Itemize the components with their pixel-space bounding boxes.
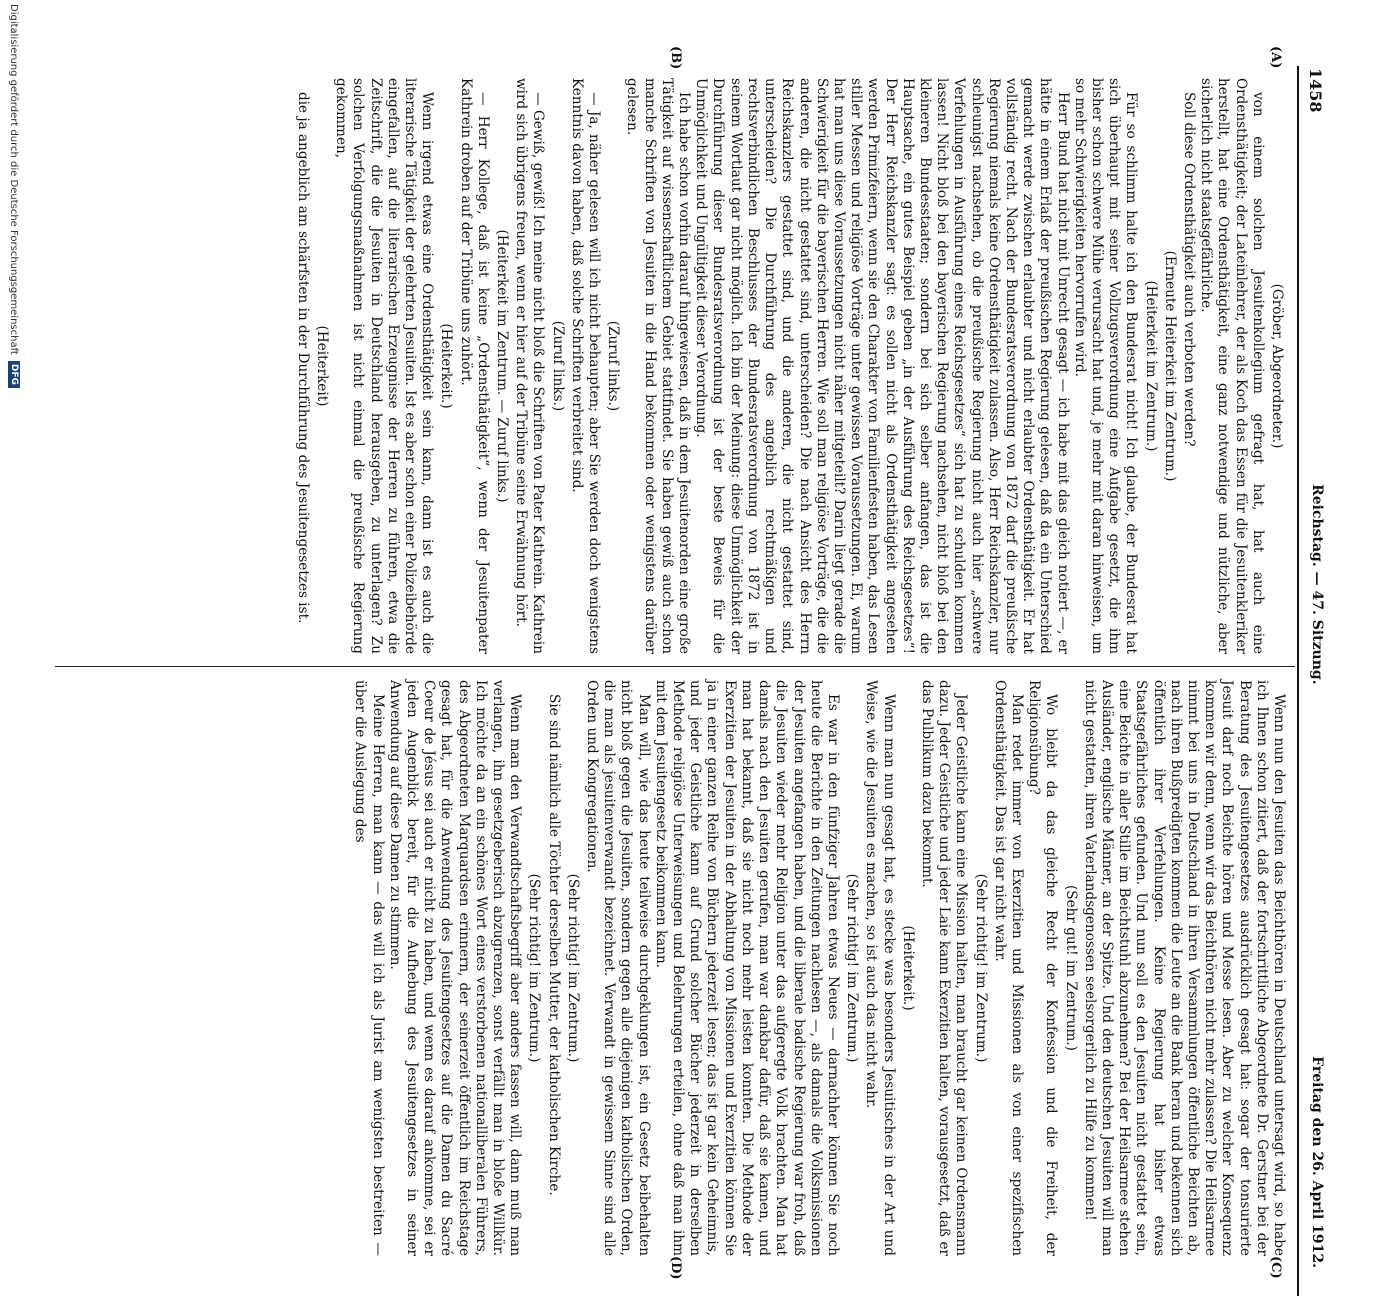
interjection: (Heiterkeit.) <box>438 323 455 409</box>
paragraph: — Herr Kollege, daß ist keine „Ordensthätigkeit“, wenn der Jesuitenpater Kathrein droben auf der Tribüne uns zuhört. <box>457 78 491 654</box>
paragraph: — Ja, näher gelesen will ich nicht behaupten; aber Sie werden doch wenigstens Kenntnis davon haben, daß solche Schriften verbreitet sind. <box>568 78 603 654</box>
paragraph: Man will, wie das heute teilweise durchgeklungen ist, ein Gesetz beibehalten nicht bloß gegen die Jesuiten, sondern gegen alle diejenigen katholischen Orden, die man als jesuitenverwandt bezeichnet. Verwandt in gewissem Sinne sind alle Orden und Kongregationen. <box>584 680 652 1256</box>
paragraph: Soll diese Ordensthätigkeit auch verboten werden? <box>1180 92 1197 447</box>
interjection: (Sehr richtig! im Zentrum.) <box>844 873 861 1063</box>
paragraph: Sie sind nämlich alle Töchter derselben Mutter, der katholischen Kirche. <box>545 694 562 1196</box>
paragraph: Man redet immer von Exerzitien und Missionen als von einer spezifischen Ordensthätigkeit. Das ist gar nicht wahr. <box>991 680 1025 1256</box>
paragraph: Jeder Geistliche kann eine Mission halten, man braucht gar keinen Ordensmann dazu. Jeder Geistliche und jeder Laie kann Exerzitien halten, vorausgesetzt, daß er das Pulblikum dazu bekommt. <box>918 680 970 1256</box>
page-date: Freitag den 26. April 1912. <box>1309 1056 1325 1268</box>
paragraph: Wenn man nun gesagt hat, es stecke was besonders Jesuitisches in der Art und Weise, wie die Jesuiten es machen, so ist auch das nicht wahr. <box>863 680 897 1256</box>
interjection: (Gröber, Abgeordneter.) <box>1269 283 1285 449</box>
paragraph: Ich habe schon vorhin darauf hingewiesen, daß in dem Jesuitenorden eine große Tätigkeit auf wissenschaftlichem Gebiet stattfindet. Sie haben gewiß auch schon manche Schriften von Jesuiten in die Hand bekommen oder wenigstens darüber gelesen. <box>624 78 693 654</box>
page-number: 1458 <box>1306 68 1325 113</box>
dfg-logo: DFG <box>8 361 20 388</box>
interjection: (Sehr richtig! im Zentrum.) <box>972 873 989 1063</box>
paragraph: Wenn man den Verwandtschaftsbegriff aber anders fassen will, dann muß man verlangen, ihn gesetzgeberisch abzugrenzen, sonst verfällt man in bloße Willkür. Ich möchte da an ein schönes Wort eines verstorbenen nationalliberalen Führers, des Abgeordneten Marquardsen erinnern, der seinerzeit öffentlich im Reichstage gesagt hat, für die Anwendung des Jesuitengesetzes auf die Damen du Sacré Coeur de Jésus sei auch er nicht zu haben, und wenn es darauf ankomme, sei er jeden Augenblick bereit, für die Aufhebung des Jesuitengesetzes in seiner Anwendung auf diese Damen zu stimmen. <box>386 680 524 1256</box>
left-column <box>294 78 1287 654</box>
paragraph: Wenn irgend etwas eine Ordensthätigkeit sein kann, dann ist es auch die literarische Tätigkeit der gelehrten Jesuiten. Ist es aber schon einer Polizeibehörde eingefallen, auf die literarischen Erzeugnisse der Herren zu führen, etwa die Zeitschrift, die die Jesuiten in Deutschland herausgeben, zu unterlagen? Zu solchen Verfolgungsmaßnahmen ist nicht einmal die preußische Regierung gekommen, <box>333 78 436 654</box>
page-title: Reichstag. — 47. Sitzung. <box>1309 484 1325 685</box>
header-rule <box>1297 66 1299 1296</box>
paragraph: Es war in den fünfziger Jahren etwas Neues — darnachher können Sie noch heute die Berichte in den Zeitungen nachlesen —, als damals die Volksmissionen der Jesuiten angefangen haben, und die liberale badische Regierung war froh, daß die Jesuiten wieder mehr Religion unter das aufgeregte Volk brachten. Man hat damals nach den Jesuiten gerufen, man war dankbar dafür, daß sie kamen, und man hat bekannt, daß sie nicht noch mehr leisten konnten. Die Methode der Exerzitien der Jesuiten in der Abhaltung von Missionen und Exerzitien können Sie ja in einer ganzen Reihe von Büchern jederzeit lesen; das ist gar kein Geheimnis, und jeder Geistliche kann auf Grund solcher Bücher jederzeit in derselben Methode religiöse Unterweisungen und Belehrungen erteilen, ohne daß man ihm mit dem Jesuitengesetz beikommen kann. <box>652 680 841 1256</box>
digitization-credit <box>8 4 20 388</box>
column-divider <box>55 666 1295 667</box>
margin-marker-c: (C) <box>1268 1256 1283 1279</box>
page-header <box>1306 68 1325 1268</box>
margin-marker-d: (D) <box>668 1256 683 1280</box>
paragraph: Herr Bund hat nicht mit Unrecht gesagt — ich habe mit das gleich notiert —, er hätte in einem Erlaß der preußischen Regierung gelesen, daß da ein Unterschied gemacht werde zwischen erlaubter und nicht erlaubter Ordensthätigkeit. Er hat vollständig recht. Nach der Bundesratsverordnung von 1872 darf die preußische Regierung niemals keine Ordensthätigkeit zulassen. Also, Herr Reichskanzler, nur schleunigst nachsehen, ob die preußische Regierung nicht auch hier „schwere Verfehlungen in Ausführung eines Reichsgesetzes“ sich hat zu schulden kommen lassen! Nicht bloß bei den bayerischen Regierung nachsehen, nicht bloß bei den kleineren Bundesstaaten; sondern bei sich selber anfangen, das ist die Hauptsache, ein gutes Beispiel geben „in der Ausführung des Reichsgesetzes“! Der Herr Reichskanzler sagt: es sollen nicht als Ordensthätigkeit angesehen werden Primizfeiern, wenn sie den Charakter von Familienfesten haben, das Lesen stiller Messen und religiöse Vorträge unter gewissen Voraussetzungen. Ei, warum hat man uns diese Voraussetzungen nicht näher mitgeteilt? Darin liegt gerade die Schwierigkeit für die bayerischen Herren. Wie soll man religiöse Vorträge, die die anderen, die nicht gestattet sind, unterscheiden? Die nach Ansicht des Herrn Reichskanzlers gestattet sind, und die anderen, die nicht gestattet sind, unterscheiden? Die Durchführung des angeblich rechtmäßigen und rechtsverbindlichen Beschlusses der Bundesratsverordnung von 1872 ist in seinem Wortlaut gar nicht möglich. Ich bin der Meinung: diese Unmöglichkeit der Durchführung dieser Bundesratsverordnung ist der beste Beweis für die Unmöglichkeit und Ungültigkeit dieser Verordnung. <box>693 78 1071 654</box>
interjection: (Heiterkeit im Zentrum.) <box>1142 280 1159 452</box>
right-column <box>351 680 1287 1256</box>
interjection: (Sehr richtig! im Zentrum.) <box>564 873 581 1063</box>
paragraph: die ja angeblich am schärfsten in der Durchführung des Jesuitengesetzes ist. <box>294 92 311 624</box>
interjection: (Sehr gut! im Zentrum.) <box>1062 885 1079 1051</box>
paragraph: Meine Herren, man kann — das will ich als Jurist am wenigsten bestreiten — über die Auslegung des <box>352 680 386 1256</box>
interjection: (Sehr richtig! im Zentrum.) <box>526 873 543 1063</box>
interjection: (Zuruf links.) <box>549 320 566 412</box>
paragraph: von einem solchen Jesuitenkollegium gefragt hat, hat auch eine Ordensthätigkeit; der Lateinlehrer, der als Koch das Essen für die Jesuitenkleriker herstellt, hat eine Ordensthätigkeit, eine ganz notwendige und nützliche, aber sicherlich nicht staatsgefährliche. <box>1198 78 1266 654</box>
interjection: (Heiterkeit.) <box>899 925 916 1011</box>
margin-marker-a: (A) <box>1268 46 1283 69</box>
paragraph: Wo bleibt da das gleiche Recht der Konfession und die Freiheit, der Religionsübung? <box>1026 680 1060 1256</box>
interjection: (Zuruf links.) <box>605 320 622 412</box>
paragraph: — Gewiß, gewiß! Ich meine nicht bloß die Schriften von Pater Kathrein. Kathrein wird sich übrigens freuen, wenn er hier auf der Tribüne seine Erwähnung hört. <box>513 78 547 654</box>
interjection: (Erneute Heiterkeit im Zentrum.) <box>1161 250 1178 482</box>
paragraph: Für so schlimm halte ich den Bundesrat nicht! Ich glaube, der Bundesrat hat sich überhaupt mit seiner Vollzugsverordnung eine Aufgabe gesetzt, die ihm bisher schon schwere Mühe verursacht hat und, je mehr mit daran hinweisen, um so mehr Schwierigkeiten hervorrufen wird. <box>1071 78 1140 654</box>
interjection: (Heiterkeit) <box>314 325 331 407</box>
margin-marker-b: (B) <box>668 46 683 70</box>
interjection: (Heiterkeit im Zentrum. — Zuruf links.) <box>494 229 511 503</box>
credit-text: Digitalisierung gefördert durch die Deutsche Forschungsgemeinschaft <box>8 4 20 355</box>
paragraph: Wenn nun den Jesuiten das Beichthören in Deutschland untersagt wird, so habe ich Ihnen schon zitiert, daß der fortschrittliche Abgeordnete Dr. Gerstner bei der Beratung des Jesuitengesetzes ausdrücklich gesagt hat: sogar der tonsurierte Jesuit darf noch Beichte hören und Messe lesen. Aber zu welcher Konsequenz kommen wir denn, wenn wir das Beichthören nicht mehr zulassen? Die Heilsarmee nimmt bei uns in Deutschland in ihren Versammlungen öffentliche Beichten ab, nach ihren Bußpredigten kommen die Leute an die Bank heran und bekennen sich öffentlich ihrer Verfehlungen. Keine Regierung hat bisher etwas Staatsgefährliches gefunden. Und nun soll es den Jesuiten nicht gestattet sein, eine Beichte in aller Stille im Beichtstuhl abzunehmen? Bei der Heilsarmee stehen Ausländer, englische Männer, an der Spitze. Und den deutschen Jesuiten will man nicht gestatten, ihren Vaterlandsgenossen seelsorgerlich zu Hilfe zu kommen! <box>1081 680 1287 1256</box>
